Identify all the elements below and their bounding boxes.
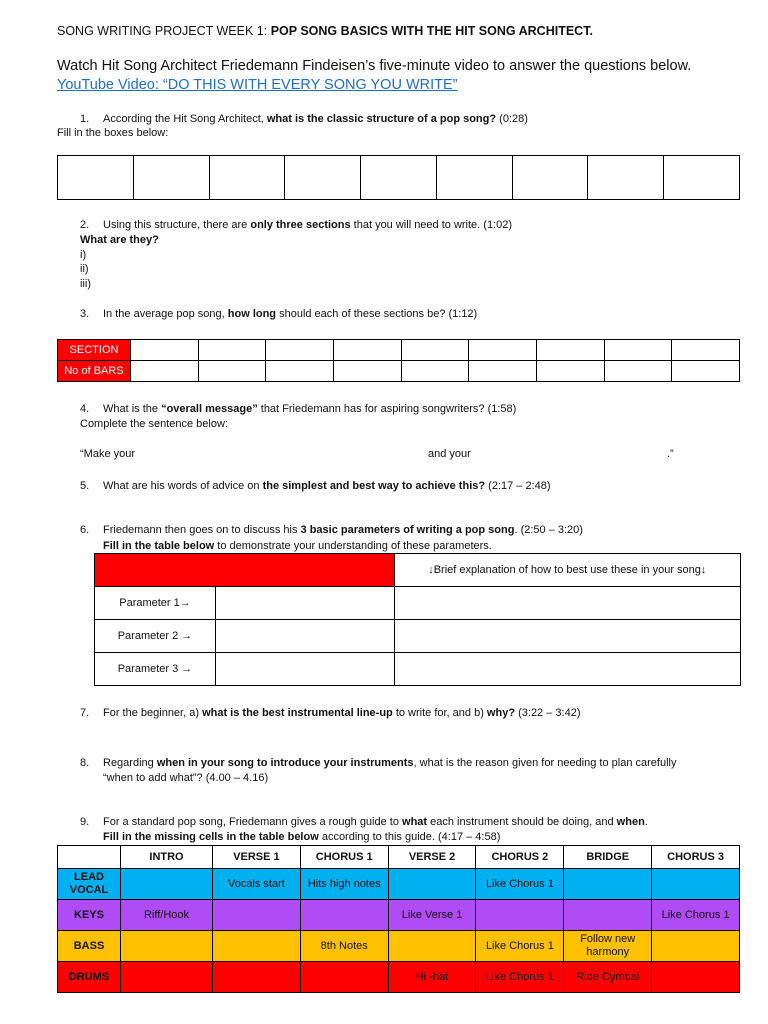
bars-cell[interactable] [401, 361, 469, 382]
col-header-chorus-3: CHORUS 3 [652, 846, 740, 869]
bars-cell[interactable] [536, 361, 604, 382]
guide-cell: 8th Notes [300, 931, 388, 962]
parameter-1-explanation[interactable] [394, 587, 740, 620]
bars-label: No of BARS [58, 361, 131, 382]
instrument-guide-table [57, 845, 740, 993]
col-header-chorus-2: CHORUS 2 [476, 846, 564, 869]
question-8-line2: “when to add what”? (4.00 – 4.16) [103, 772, 269, 784]
guide-cell: Like Chorus 1 [476, 962, 564, 993]
guide-cell[interactable] [300, 900, 388, 931]
structure-box[interactable] [588, 156, 664, 200]
bars-cell[interactable] [266, 361, 334, 382]
question-6-instruction: Fill in the table below to demonstrate your understanding of these parameters. [103, 540, 492, 552]
question-3: 3. In the average pop song, how long should each of these sections be? (1:12) [80, 308, 478, 320]
question-2: 2. Using this structure, there are only three sections that you will need to write. (1:02) [80, 219, 513, 231]
parameter-3-label: Parameter 3 → [95, 653, 216, 686]
col-header-bridge: BRIDGE [564, 846, 652, 869]
question-2-list: What are they? i) ii) iii) [80, 234, 159, 290]
guide-cell[interactable] [388, 869, 476, 900]
guide-cell: Hi -hat [388, 962, 476, 993]
guide-cell[interactable] [564, 869, 652, 900]
question-4-instruction: Complete the sentence below: [80, 418, 228, 430]
youtube-link[interactable]: YouTube Video: “DO THIS WITH EVERY SONG YOU WRITE” [57, 77, 458, 93]
section-cell[interactable] [469, 340, 537, 361]
bars-cell[interactable] [198, 361, 266, 382]
col-header-verse-2: VERSE 2 [388, 846, 476, 869]
explanation-header: ↓Brief explanation of how to best use these in your song↓ [394, 554, 740, 587]
structure-box[interactable] [436, 156, 512, 200]
structure-box[interactable] [361, 156, 437, 200]
question-7: 7. For the beginner, a) what is the best instrumental line-up to write for, and b) why? (3:22 – 3:42) [80, 707, 581, 719]
guide-cell[interactable] [652, 869, 740, 900]
sentence-part-2: and your [428, 448, 471, 460]
guide-cell[interactable] [652, 962, 740, 993]
structure-box[interactable] [664, 156, 740, 200]
question-9: 9. For a standard pop song, Friedemann gives a rough guide to what each instrument should be doing, and when. [80, 816, 648, 828]
guide-cell[interactable] [388, 931, 476, 962]
question-9-instruction: Fill in the missing cells in the table below according to this guide. (4:17 – 4:58) [103, 831, 501, 843]
guide-cell[interactable] [121, 931, 213, 962]
parameters-table [94, 553, 741, 686]
guide-cell[interactable] [564, 900, 652, 931]
col-header-intro: INTRO [121, 846, 213, 869]
bars-cell[interactable] [469, 361, 537, 382]
parameter-2-explanation[interactable] [394, 620, 740, 653]
section-cell[interactable] [266, 340, 334, 361]
sentence-part-3: .” [667, 448, 674, 460]
page-title: SONG WRITING PROJECT WEEK 1: POP SONG BASICS WITH THE HIT SONG ARCHITECT. [57, 24, 593, 38]
row-label-lead-vocal: LEAD VOCAL [58, 869, 121, 900]
question-4: 4. What is the “overall message” that Friedemann has for aspiring songwriters? (1:58) [80, 403, 517, 415]
guide-cell[interactable] [121, 962, 213, 993]
guide-cell: Vocals start [212, 869, 300, 900]
col-header-verse-1: VERSE 1 [212, 846, 300, 869]
structure-box[interactable] [133, 156, 209, 200]
question-1: 1. According the Hit Song Architect, what is the classic structure of a pop song? (0:28) Fill in the boxes below: [57, 113, 528, 139]
question-8: 8. Regarding when in your song to introduce your instruments, what is the reason given for needing to plan carefully [80, 757, 677, 769]
guide-cell: Like Verse 1 [388, 900, 476, 931]
parameters-header-blank [95, 554, 395, 587]
structure-box[interactable] [512, 156, 588, 200]
guide-row-drums [58, 962, 740, 993]
guide-row-keys [58, 900, 740, 931]
section-cell[interactable] [198, 340, 266, 361]
structure-boxes [57, 155, 740, 200]
section-cell[interactable] [333, 340, 401, 361]
structure-box[interactable] [209, 156, 285, 200]
watch-instruction: Watch Hit Song Architect Friedemann Findeisen’s five-minute video to answer the questions below. [57, 58, 692, 74]
guide-cell: Like Chorus 1 [476, 931, 564, 962]
bars-cell[interactable] [604, 361, 672, 382]
corner-header [58, 846, 121, 869]
bars-cell[interactable] [333, 361, 401, 382]
guide-cell: Hits high notes [300, 869, 388, 900]
structure-box[interactable] [58, 156, 134, 200]
guide-cell[interactable] [121, 869, 213, 900]
section-cell[interactable] [131, 340, 199, 361]
section-cell[interactable] [536, 340, 604, 361]
guide-cell: Like Chorus 1 [476, 869, 564, 900]
sentence-part-1: “Make your [80, 448, 136, 460]
section-cell[interactable] [604, 340, 672, 361]
guide-cell[interactable] [652, 931, 740, 962]
parameter-1-label: Parameter 1→ [95, 587, 216, 620]
guide-cell[interactable] [476, 900, 564, 931]
bars-cell[interactable] [672, 361, 740, 382]
section-cell[interactable] [672, 340, 740, 361]
section-cell[interactable] [401, 340, 469, 361]
question-6: 6. Friedemann then goes on to discuss his 3 basic parameters of writing a pop song. (2:50 – 3:20) [80, 524, 583, 536]
bars-cell[interactable] [131, 361, 199, 382]
guide-row-lead-vocal [58, 869, 740, 900]
parameter-2-input[interactable] [216, 620, 395, 653]
row-label-keys: KEYS [58, 900, 121, 931]
parameter-2-label: Parameter 2 → [95, 620, 216, 653]
guide-cell: Ride Cymbal [564, 962, 652, 993]
parameter-1-input[interactable] [216, 587, 395, 620]
guide-cell: Follow new harmony [564, 931, 652, 962]
col-header-chorus-1: CHORUS 1 [300, 846, 388, 869]
guide-cell[interactable] [212, 900, 300, 931]
question-5: 5. What are his words of advice on the simplest and best way to achieve this? (2:17 – 2:48) [80, 480, 551, 492]
guide-cell[interactable] [212, 931, 300, 962]
row-label-bass: BASS [58, 931, 121, 962]
parameter-3-explanation[interactable] [394, 653, 740, 686]
row-label-drums: DRUMS [58, 962, 121, 993]
guide-cell[interactable] [212, 962, 300, 993]
guide-cell: Like Chorus 1 [652, 900, 740, 931]
structure-box[interactable] [285, 156, 361, 200]
section-bars-table [57, 339, 740, 382]
section-label: SECTION [58, 340, 131, 361]
guide-cell: Riff/Hook [121, 900, 213, 931]
guide-cell[interactable] [300, 962, 388, 993]
parameter-3-input[interactable] [216, 653, 395, 686]
guide-row-bass [58, 931, 740, 962]
